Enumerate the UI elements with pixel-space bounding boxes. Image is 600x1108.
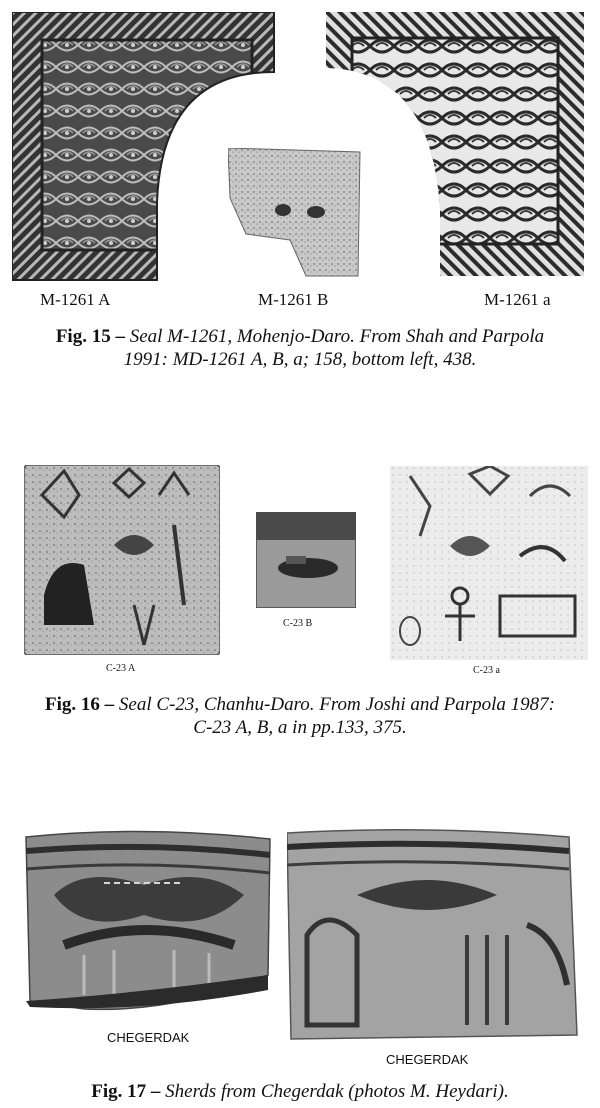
figure-15-caption <box>0 325 600 371</box>
seal-photo-c23-a <box>24 465 220 655</box>
figure-17-caption-line1: Sherds from Chegerdak (photos M. Heydari). <box>165 1081 509 1102</box>
figure-16-caption-line2: C-23 A, B, a in pp.133, 375. <box>193 717 407 738</box>
label-chegerdak-left: CHEGERDAK <box>107 1030 190 1045</box>
figure-16-label: Fig. 16 – <box>45 694 119 715</box>
sherd-photo-left <box>24 825 272 1015</box>
figure-16-caption <box>0 693 600 739</box>
label-m1261-a-upper: M-1261 A <box>40 290 111 309</box>
label-c23-a-upper: C-23 A <box>106 663 136 674</box>
seal-impression-m1261-a <box>322 10 588 280</box>
seal-impression-c23-a <box>390 466 588 660</box>
figure-17-caption <box>0 1080 600 1103</box>
label-c23-a-lower: C-23 a <box>473 665 500 676</box>
sherd-photo-right <box>287 825 579 1043</box>
label-m1261-a-lower: M-1261 a <box>484 290 551 309</box>
figure-15-label: Fig. 15 – <box>55 326 130 347</box>
label-chegerdak-right: CHEGERDAK <box>386 1052 469 1067</box>
label-c23-b: C-23 B <box>283 618 313 629</box>
figure-17-label: Fig. 17 – <box>91 1081 166 1102</box>
figure-16-caption-line1: Seal C-23, Chanhu-Daro. From Joshi and Parpola 1987: <box>118 694 555 715</box>
label-m1261-b: M-1261 B <box>258 290 329 309</box>
seal-photo-c23-b <box>256 512 356 608</box>
figure-15-caption-line1: Seal M-1261, Mohenjo-Daro. From Shah and Parpola <box>129 326 545 347</box>
figure-15-caption-line2: 1991: MD-1261 A, B, a; 158, bottom left, 438. <box>123 349 477 370</box>
